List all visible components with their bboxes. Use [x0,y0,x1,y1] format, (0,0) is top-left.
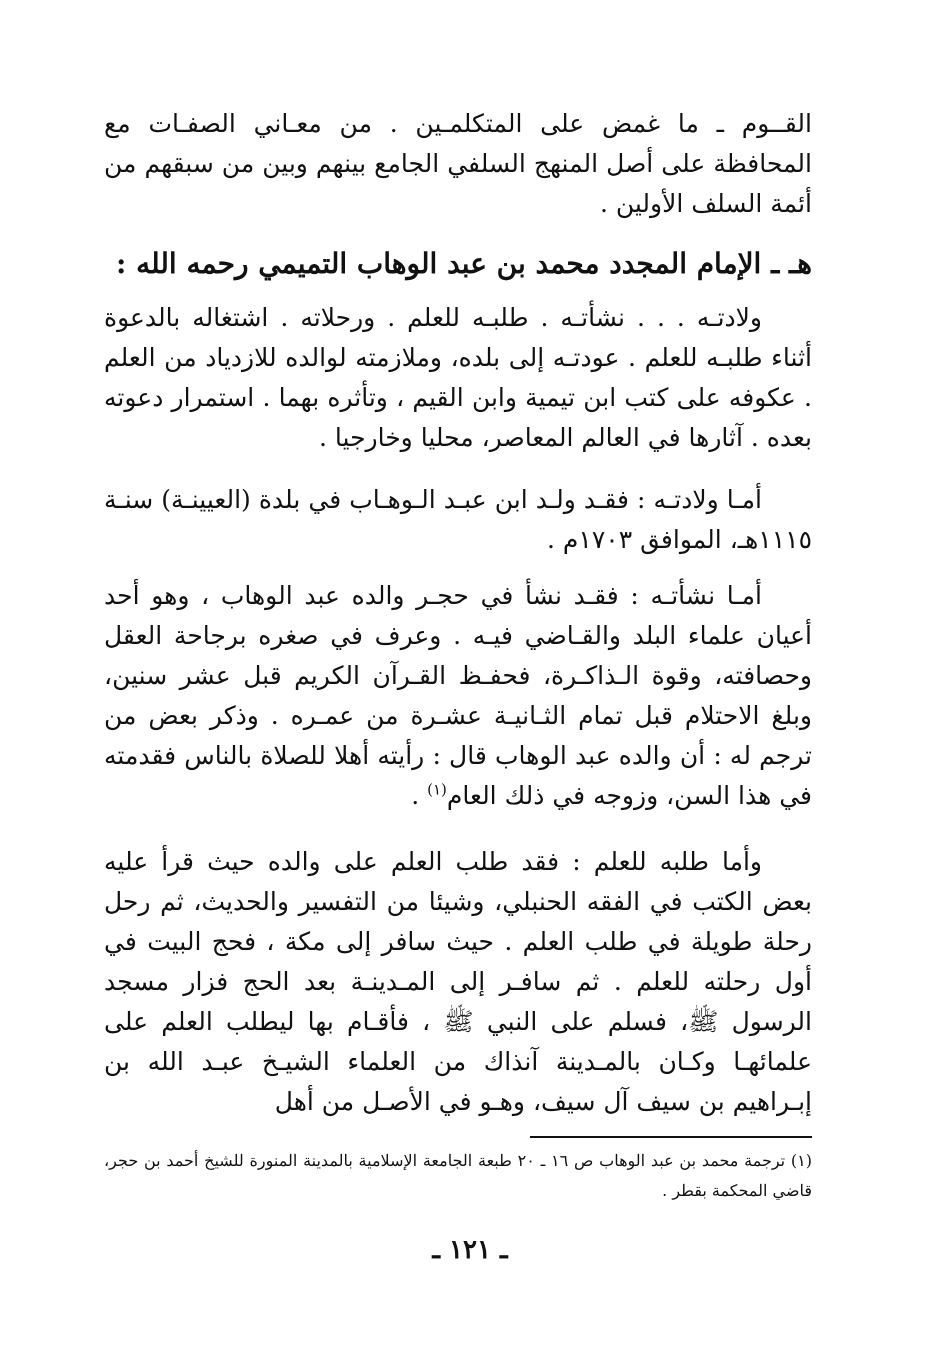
upbringing-end: . [411,781,428,810]
footnote-divider [530,1136,812,1138]
upbringing-paragraph [104,576,812,816]
footnote-reference: (١) [427,780,447,799]
birth-paragraph: أمـا ولادتـه : فقـد ولـد ابن عبـد الـوهـاب في بلدة (العيينـة) سنـة ١١١٥هـ، الموافق ١٧٠٣م . [104,485,812,554]
outline-paragraph: ولادتـه . . . نشأتـه . طلبـه للعلم . ورحلاته . اشتغاله بالدعوة أثناء طلبـه للعلم . عودتـه إلى بلده، وملازمته لوالده للازدياد من العلم . عكوفه على كتب ابن تيمية وابن القيم ، وتأثره بهما . استمرار دعوته بعده . آثارها في العالم المعاصر، محليا وخارجيا . [104,303,812,452]
page-number: ـ ١٢١ ـ [432,1235,508,1265]
footnote: (١) ترجمة محمد بن عبد الوهاب ص ١٦ ـ ٢٠ طبعة الجامعة الإسلامية بالمدينة المنورة للشيخ أحمد بن حجر، قاضي المحكمة بقطر . [104,1151,812,1200]
intro-paragraph: القــوم ـ ما غمض على المتكلمـين . من معـاني الصفـات مع المحافظة على أصل المنهج السلفي الجامع بينهم وبين من سبقهم من أئمة السلف الأولين . [104,109,812,218]
section-heading: هـ ـ الإمام المجدد محمد بن عبد الوهاب التميمي رحمه الله : [116,247,812,280]
upbringing-text: أمـا نشأتـه : فقـد نشأ في حجـر والده عبد الوهاب ، وهو أحد أعيان علماء البلد والقـاضي فيـه . وعرف في صغره برجاحة العقل وحصافته، وقوة الـذاكـرة، فحفـظ القـرآن الكريم قبل عشر سنين، وبلغ الاحتلام قبل تمام الثـانيـة عشـرة من عمـره . وذكر بعض من ترجم له : أن والده عبد الوهاب قال : رأيته أهلا للصلاة بالناس فقدمته في هذا السن، وزوجه في ذلك العام [104,581,812,810]
studies-paragraph: وأما طلبه للعلم : فقد طلب العلم على والده حيث قرأ عليه بعض الكتب في الفقه الحنبلي، وشيئا من التفسير والحديث، ثم رحل رحلة طويلة في طلب العلم . حيث سافر إلى مكة ، فحج البيت في أول رحلته للعلم . ثم سافـر إلى المـدينـة بعد الحج فزار مسجد الرسول ﷺ، فسلم على النبي ﷺ ، فأقـام بها ليطلب العلم على علمائهـا وكـان بالمـدينة آنذاك من العلماء الشيـخ عبـد الله بن إبـراهيم بن سيف آل سيف، وهـو في الأصـل من أهل [104,847,812,1116]
